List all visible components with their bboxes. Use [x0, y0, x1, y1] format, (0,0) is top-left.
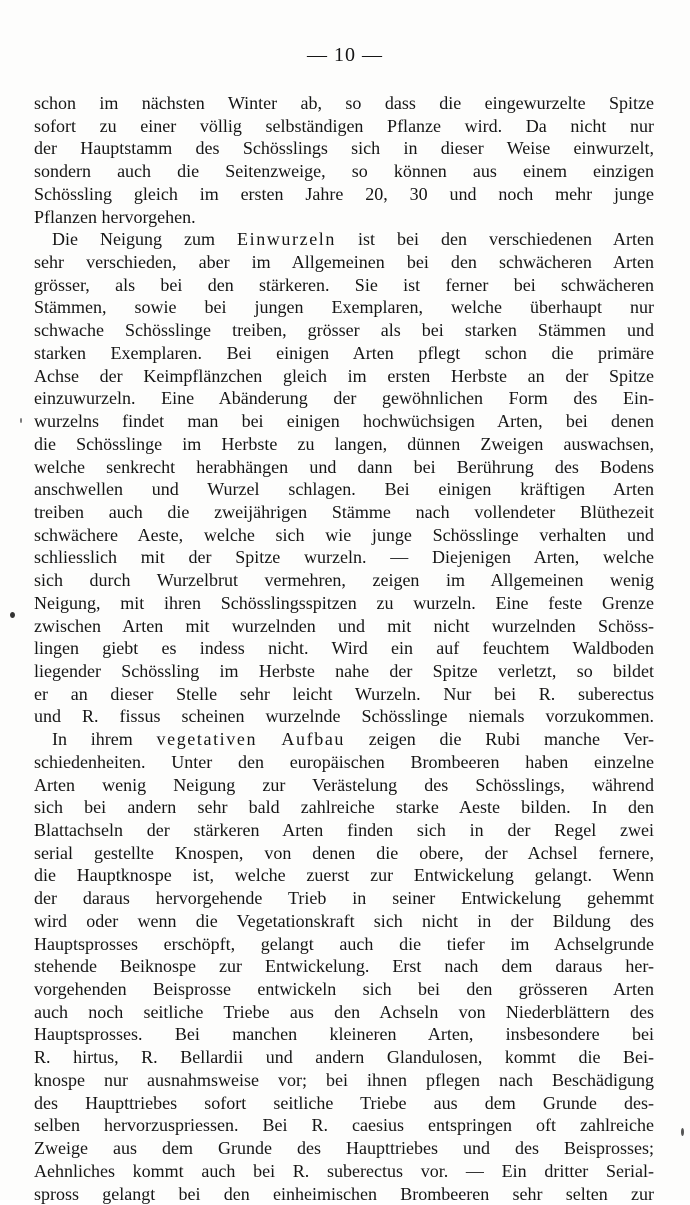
ink-speck [20, 418, 22, 423]
text-line: wird oder wenn die Vegetationskraft sich nicht in der Bildung des [34, 910, 654, 933]
text-line: lingen giebt es indess nicht. Wird ein auf feuchtem Waldboden [34, 637, 654, 660]
text-line: Arten wenig Neigung zur Verästelung des Schösslings, während [34, 774, 654, 797]
text-line: vorgehenden Beisprosse entwickeln sich bei den grösseren Arten [34, 978, 654, 1001]
text-line: schliesslich mit der Spitze wurzeln. — Diejenigen Arten, welche [34, 546, 654, 569]
text-line: sehr verschieden, aber im Allgemeinen bei den schwächeren Arten [34, 251, 654, 274]
text-line: einzuwurzeln. Eine Abänderung der gewöhnlichen Form des Ein- [34, 387, 654, 410]
body-text [34, 92, 654, 1205]
text-line: wurzelns findet man bei einigen hochwüchsigen Arten, bei denen [34, 410, 654, 433]
ink-speck [10, 612, 15, 618]
text-line: schon im nächsten Winter ab, so dass die eingewurzelte Spitze [34, 92, 654, 115]
text-line: die Schösslinge im Herbste zu langen, dünnen Zweigen auswachsen, [34, 433, 654, 456]
text-line: Zweige aus dem Grunde des Haupttriebes und des Beisprosses; [34, 1137, 654, 1160]
text-line: sofort zu einer völlig selbständigen Pflanze wird. Da nicht nur [34, 115, 654, 138]
text-line: spross gelangt bei den einheimischen Brombeeren sehr selten zur [34, 1183, 654, 1205]
text-line: der Hauptstamm des Schösslings sich in dieser Weise einwurzelt, [34, 137, 654, 160]
text-line: anschwellen und Wurzel schlagen. Bei einigen kräftigen Arten [34, 478, 654, 501]
text-line: Aehnliches kommt auch bei R. suberectus vor. — Ein dritter Serial- [34, 1160, 654, 1183]
text-line: sich bei andern sehr bald zahlreiche starke Aeste bilden. In den [34, 796, 654, 819]
text-line: und R. fissus scheinen wurzelnde Schösslinge niemals vorzukommen. [34, 705, 654, 728]
text-line: starken Exemplaren. Bei einigen Arten pflegt schon die primäre [34, 342, 654, 365]
text-line: treiben auch die zweijährigen Stämme nach vollendeter Blüthezeit [34, 501, 654, 524]
text-line: Stämmen, sowie bei jungen Exemplaren, welche überhaupt nur [34, 296, 654, 319]
text-line: Achse der Keimpflänzchen gleich im ersten Herbste an der Spitze [34, 365, 654, 388]
text-line: der daraus hervorgehende Trieb in seiner Entwickelung gehemmt [34, 887, 654, 910]
ink-speck [681, 1128, 684, 1136]
text-line: Neigung, mit ihren Schösslingsspitzen zu wurzeln. Eine feste Grenze [34, 592, 654, 615]
text-line: schiedenheiten. Unter den europäischen Brombeeren haben einzelne [34, 751, 654, 774]
text-run: zeigen die Rubi manche Ver- [345, 729, 654, 749]
text-line: serial gestellte Knospen, von denen die obere, der Achsel fernere, [34, 842, 654, 865]
text-line: knospe nur ausnahmsweise vor; bei ihnen pflegen nach Beschädigung [34, 1069, 654, 1092]
text-line: welche senkrecht herabhängen und dann bei Berührung des Bodens [34, 456, 654, 479]
text-run: Die Neigung zum [52, 229, 237, 249]
page-number: — 10 — [0, 44, 690, 67]
text-line: stehende Beiknospe zur Entwickelung. Erst nach dem daraus her- [34, 955, 654, 978]
text-line: zwischen Arten mit wurzelnden und mit nicht wurzelnden Schöss- [34, 615, 654, 638]
text-line: liegender Schössling im Herbste nahe der Spitze verletzt, so bildet [34, 660, 654, 683]
spaced-emphasis: vegetativen Aufbau [157, 729, 346, 749]
text-line: auch noch seitliche Triebe aus den Achseln von Niederblättern des [34, 1001, 654, 1024]
text-line: sondern auch die Seitenzweige, so können aus einem einzigen [34, 160, 654, 183]
text-line: Hauptsprosses erschöpft, gelangt auch die tiefer im Achselgrunde [34, 933, 654, 956]
text-line [34, 228, 654, 251]
text-line: sich durch Wurzelbrut vermehren, zeigen im Allgemeinen wenig [34, 569, 654, 592]
text-line [34, 728, 654, 751]
text-run: In ihrem [52, 729, 157, 749]
text-line: des Haupttriebes sofort seitliche Triebe aus dem Grunde des- [34, 1092, 654, 1115]
text-line: grösser, als bei den stärkeren. Sie ist ferner bei schwächeren [34, 274, 654, 297]
text-line: R. hirtus, R. Bellardii und andern Glandulosen, kommt die Bei- [34, 1046, 654, 1069]
text-line: schwache Schösslinge treiben, grösser als bei starken Stämmen und [34, 319, 654, 342]
text-line: Hauptsprosses. Bei manchen kleineren Arten, insbesondere bei [34, 1023, 654, 1046]
text-line: die Hauptknospe ist, welche zuerst zur Entwickelung gelangt. Wenn [34, 864, 654, 887]
text-line: er an dieser Stelle sehr leicht Wurzeln. Nur bei R. suberectus [34, 683, 654, 706]
text-line: selben hervorzuspriessen. Bei R. caesius entspringen oft zahlreiche [34, 1114, 654, 1137]
text-line: schwächere Aeste, welche sich wie junge Schösslinge verhalten und [34, 524, 654, 547]
text-line: Blattachseln der stärkeren Arten finden sich in der Regel zwei [34, 819, 654, 842]
text-line: Pflanzen hervorgehen. [34, 206, 654, 229]
spaced-emphasis: Einwurzeln [237, 229, 336, 249]
text-line: Schössling gleich im ersten Jahre 20, 30 und noch mehr junge [34, 183, 654, 206]
text-run: ist bei den verschiedenen Arten [336, 229, 654, 249]
